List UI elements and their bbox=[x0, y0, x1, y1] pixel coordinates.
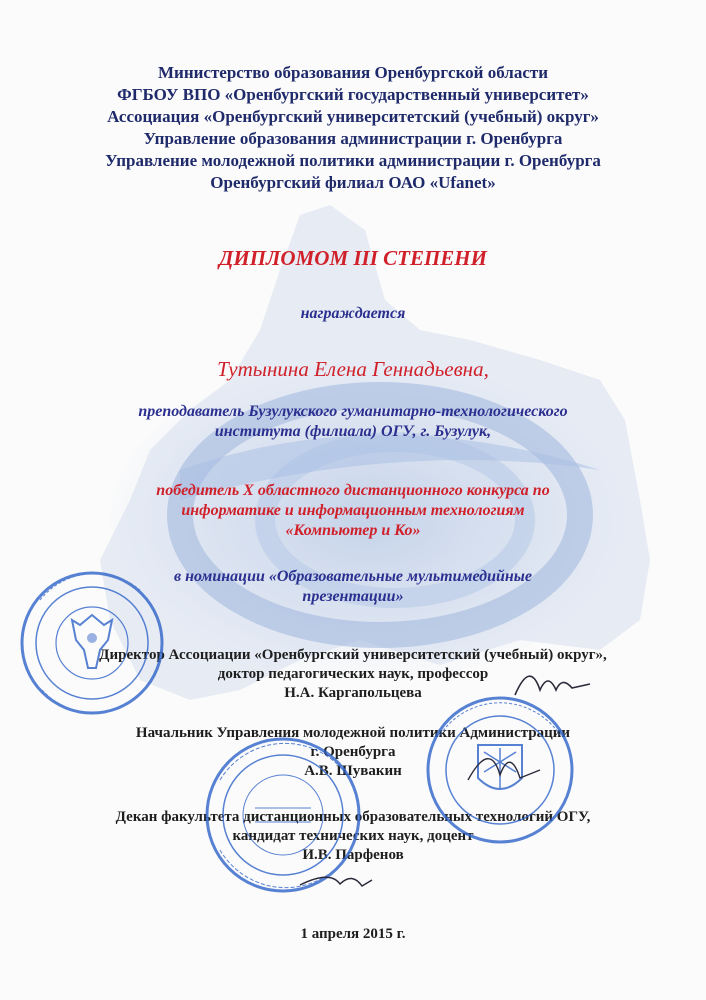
position-line: института (филиала) ОГУ, г. Бузулук, bbox=[214, 423, 492, 440]
signature-line: И.В. Парфенов bbox=[302, 847, 404, 863]
header-line: Оренбургский филиал ОАО «Ufanet» bbox=[210, 173, 496, 192]
recipient-name: Тутынина Елена Геннадьевна, bbox=[217, 357, 489, 381]
issue-date: 1 апреля 2015 г. bbox=[300, 926, 406, 942]
winner-line: победитель X областного дистанционного конкурса по bbox=[156, 482, 550, 499]
header-line: Управление образования администрации г. Оренбурга bbox=[143, 129, 563, 148]
diploma-title: ДИПЛОМОМ III СТЕПЕНИ bbox=[219, 246, 487, 270]
signature-line: А.В. Шувакин bbox=[304, 763, 402, 779]
signature-line: Н.А. Каргапольцева bbox=[284, 685, 422, 701]
winner-line: информатике и информационным технологиям bbox=[181, 502, 525, 519]
signature-line: Декан факультета дистанционных образовательных технологий ОГУ, bbox=[115, 809, 591, 825]
winner-statement bbox=[20, 481, 686, 541]
signature-line: доктор педагогических наук, профессор bbox=[217, 666, 489, 682]
header-line: Ассоциация «Оренбургский университетский (учебный) округ» bbox=[107, 107, 599, 126]
signature-line: кандидат технических наук, доцент bbox=[232, 828, 474, 844]
signature-block-dean bbox=[0, 808, 706, 865]
header-line: ФГБОУ ВПО «Оренбургский государственный университет» bbox=[117, 85, 589, 104]
nomination bbox=[20, 567, 686, 607]
nomination-line: презентации» bbox=[302, 588, 404, 605]
signature-line: г. Оренбурга bbox=[310, 744, 396, 760]
awarded-text: награждается bbox=[300, 305, 406, 322]
signature-block-youth-policy bbox=[0, 724, 706, 781]
position-line: преподаватель Бузулукского гуманитарно-технологического bbox=[138, 403, 568, 420]
winner-line: «Компьютер и Ко» bbox=[285, 522, 421, 539]
nomination-line: в номинации «Образовательные мультимедийные bbox=[174, 568, 532, 585]
organizers-header bbox=[0, 62, 706, 194]
header-line: Министерство образования Оренбургской области bbox=[157, 63, 549, 82]
header-line: Управление молодежной политики администрации г. Оренбурга bbox=[105, 151, 601, 170]
recipient-position bbox=[20, 402, 686, 442]
signature-line: Директор Ассоциации «Оренбургский университетский (учебный) округ», bbox=[99, 647, 607, 663]
signature-block-director bbox=[0, 646, 706, 703]
signature-line: Начальник Управления молодежной политики Администрации bbox=[135, 725, 571, 741]
